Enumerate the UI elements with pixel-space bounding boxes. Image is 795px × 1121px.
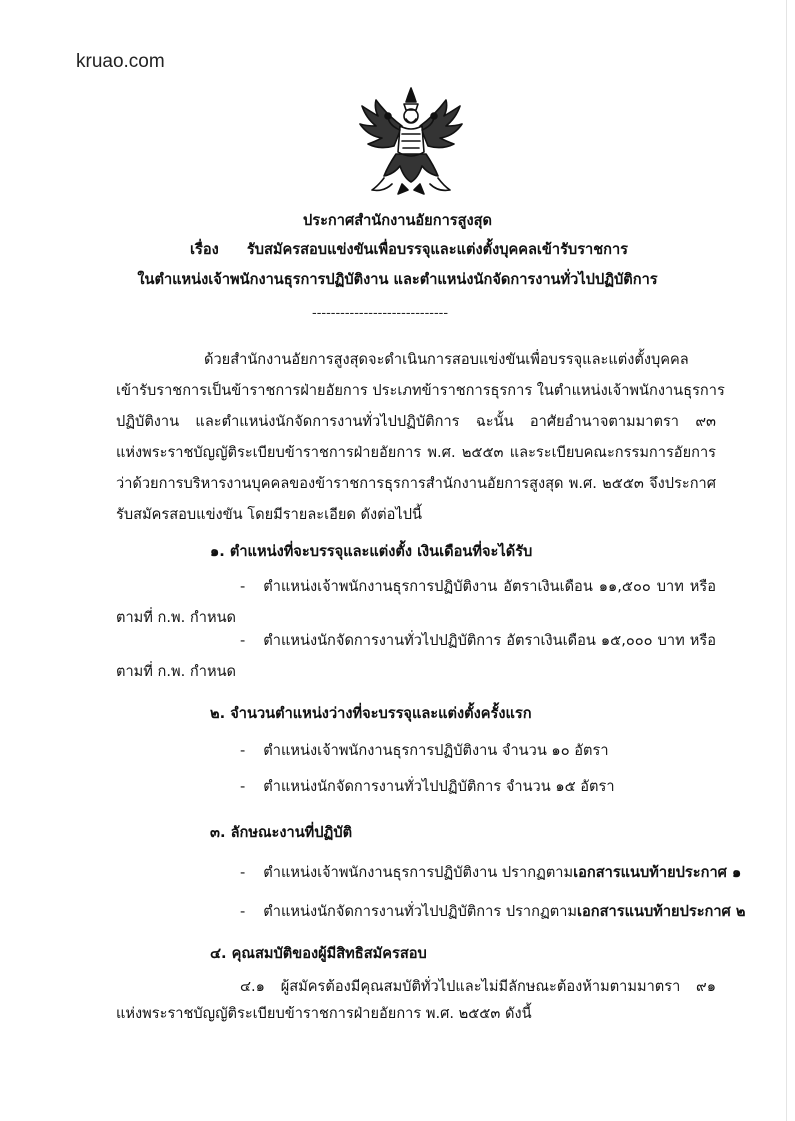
section-4-sub-1-cont: แห่งพระราชบัญญัติระเบียบข้าราชการฝ่ายอัยการ พ.ศ. ๒๕๕๓ ดังนี้: [116, 1005, 532, 1022]
list-dash: -: [240, 903, 246, 920]
section-1-heading: ๑. ตำแหน่งที่จะบรรจุและแต่งตั้ง เงินเดือนที่จะได้รับ: [210, 543, 533, 560]
section-3-item-1: [240, 864, 742, 881]
scan-edge: [786, 0, 787, 1121]
list-dash: -: [240, 632, 246, 649]
item-text: ตำแหน่งเจ้าพนักงานธุรการปฏิบัติงาน ปรากฏตาม: [263, 864, 574, 881]
list-dash: -: [240, 578, 246, 595]
subject-text: รับสมัครสอบแข่งขันเพื่อบรรจุและแต่งตั้งบุคคลเข้ารับราชการ: [246, 241, 628, 258]
section-1-item-1: [240, 580, 716, 595]
attachment-ref: เอกสารแนบท้ายประกาศ ๒: [577, 903, 746, 920]
section-2-heading: ๒. จำนวนตำแหน่งว่างที่จะบรรจุและแต่งตั้งครั้งแรก: [210, 705, 532, 722]
watermark-text: kruao.com: [76, 51, 165, 72]
intro-line-6: รับสมัครสอบแข่งขัน โดยมีรายละเอียด ดังต่อไปนี้: [116, 506, 422, 523]
list-dash: -: [240, 864, 246, 881]
announcement-title: ประกาศสำนักงานอัยการสูงสุด: [302, 212, 493, 229]
item-text: ตำแหน่งนักจัดการงานทั่วไปปฏิบัติการ ปรากฏตาม: [263, 903, 578, 920]
item-text: ตำแหน่งนักจัดการงานทั่วไปปฏิบัติการ อัตราเงินเดือน ๑๕,๐๐๐ บาท หรือ: [263, 632, 716, 649]
item-text: ตำแหน่งนักจัดการงานทั่วไปปฏิบัติการ จำนวน ๑๕ อัตรา: [263, 778, 615, 795]
attachment-ref: เอกสารแนบท้ายประกาศ ๑: [573, 864, 742, 881]
section-2-item-1: [240, 744, 609, 759]
list-dash: -: [240, 778, 246, 795]
section-1-item-2-cont: ตามที่ ก.พ. กำหนด: [116, 663, 237, 680]
section-3-item-2: [240, 903, 746, 920]
section-4-heading: ๔. คุณสมบัติของผู้มีสิทธิสมัครสอบ: [210, 945, 427, 962]
section-3-heading: ๓. ลักษณะงานที่ปฏิบัติ: [210, 824, 353, 841]
intro-line-3: ปฏิบัติงาน และตำแหน่งนักจัดการงานทั่วไปปฏิบัติการ ฉะนั้น อาศัยอำนาจตามมาตรา ๙๓: [116, 413, 716, 430]
section-2-item-2: [240, 780, 615, 795]
intro-line-1: ด้วยสำนักงานอัยการสูงสุดจะดำเนินการสอบแข่งขันเพื่อบรรจุและแต่งตั้งบุคคล: [204, 351, 689, 368]
garuda-emblem-icon: [358, 86, 464, 196]
list-dash: -: [240, 742, 246, 759]
intro-line-5: ว่าด้วยการบริหารงานบุคคลของข้าราชการธุรการสำนักงานอัยการสูงสุด พ.ศ. ๒๕๕๓ จึงประกาศ: [116, 475, 716, 492]
section-4-sub-1: ๔.๑ ผู้สมัครต้องมีคุณสมบัติทั่วไปและไม่มีลักษณะต้องห้ามตามมาตรา ๙๑: [240, 978, 716, 995]
intro-line-4: แห่งพระราชบัญญัติระเบียบข้าราชการฝ่ายอัยการ พ.ศ. ๒๕๕๓ และระเบียบคณะกรรมการอัยการ: [116, 444, 716, 461]
item-text: ตำแหน่งเจ้าพนักงานธุรการปฏิบัติงาน จำนวน ๑๐ อัตรา: [263, 742, 609, 759]
subject-positions: ในตำแหน่งเจ้าพนักงานธุรการปฏิบัติงาน และตำแหน่งนักจัดการงานทั่วไปปฏิบัติการ: [137, 271, 658, 288]
subject-label: เรื่อง: [190, 241, 219, 258]
section-1-item-2: [240, 634, 716, 649]
header-divider: -----------------------------: [312, 306, 449, 321]
intro-line-2: เข้ารับราชการเป็นข้าราชการฝ่ายอัยการ ประเภทข้าราชการธุรการ ในตำแหน่งเจ้าพนักงานธุรการ: [116, 382, 725, 399]
subject-line: [190, 243, 628, 258]
section-1-item-1-cont: ตามที่ ก.พ. กำหนด: [116, 609, 237, 626]
item-text: ตำแหน่งเจ้าพนักงานธุรการปฏิบัติงาน อัตราเงินเดือน ๑๑,๕๐๐ บาท หรือ: [263, 578, 716, 595]
